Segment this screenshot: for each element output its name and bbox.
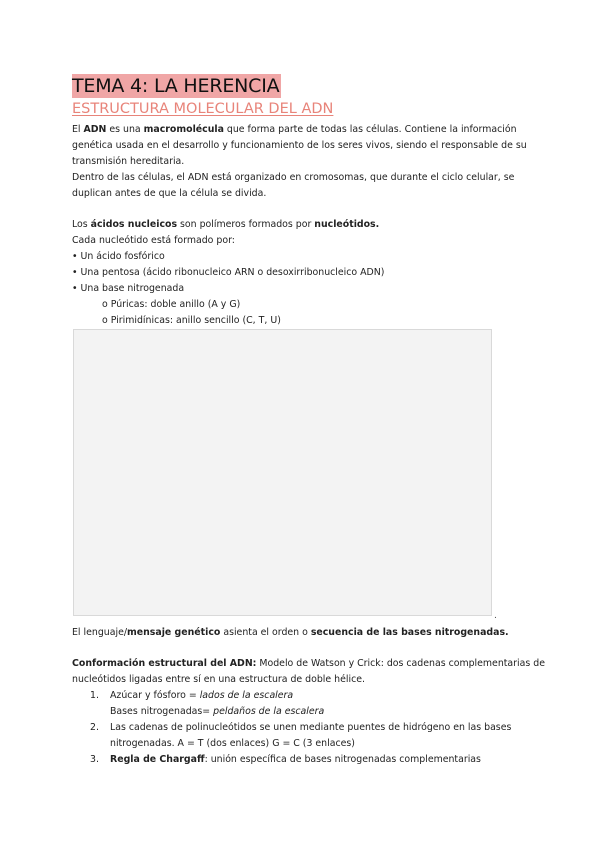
term-adn: ADN (83, 124, 107, 135)
intro-line-2: genética usada en el desarrollo y funcionamiento de los seres vivos, siendo el responsable de su (72, 140, 527, 151)
acidos-line: Los ácidos nucleicos son polímeros formados por nucleótidos. (72, 219, 380, 230)
list-item-cont: nitrogenadas. A = T (dos enlaces) G = C (3 enlaces) (110, 738, 355, 749)
list-number: 1. (90, 690, 99, 701)
list-item: • Una pentosa (ácido ribonucleico ARN o desoxirribonucleico ADN) (72, 267, 385, 278)
list-item: Regla de Chargaff: unión específica de bases nitrogenadas complementarias (110, 754, 481, 765)
page-title: TEMA 4: LA HERENCIA (72, 75, 280, 97)
sub-list-item: o Púricas: doble anillo (A y G) (102, 299, 241, 310)
list-number: 3. (90, 754, 99, 765)
list-item-cont: Bases nitrogenadas= peldaños de la escalera (110, 706, 325, 717)
cada-nucleotido-line: Cada nucleótido está formado por: (72, 235, 235, 246)
term-macromolecula: macromolécula (143, 124, 224, 135)
intro-line-3: transmisión hereditaria. (72, 156, 185, 167)
intro-line-1: El ADN es una macromolécula que forma parte de todas las células. Contiene la información (72, 124, 517, 135)
list-item: • Un ácido fosfórico (72, 251, 165, 262)
section-heading: ESTRUCTURA MOLECULAR DEL ADN (72, 101, 334, 117)
lenguaje-line: El lenguaje/mensaje genético asienta el orden o secuencia de las bases nitrogenadas. (72, 627, 509, 638)
figure-trailing-dot: . (494, 611, 497, 621)
list-item: Las cadenas de polinucleótidos se unen mediante puentes de hidrógeno en las bases (110, 722, 512, 733)
conformacion-line-2: nucleótidos ligadas entre sí en una estructura de doble hélice. (72, 674, 365, 685)
list-item: Azúcar y fósforo = lados de la escalera (110, 690, 294, 701)
figure-placeholder (73, 329, 492, 616)
conformacion-line-1: Conformación estructural del ADN: Modelo de Watson y Crick: dos cadenas complementarias de (72, 658, 545, 669)
sub-list-item: o Pirimidínicas: anillo sencillo (C, T, U) (102, 315, 281, 326)
intro-line-4: Dentro de las células, el ADN está organizado en cromosomas, que durante el ciclo celular, se (72, 172, 515, 183)
list-number: 2. (90, 722, 99, 733)
list-item: • Una base nitrogenada (72, 283, 185, 294)
intro-line-5: duplican antes de que la célula se divida. (72, 188, 267, 199)
